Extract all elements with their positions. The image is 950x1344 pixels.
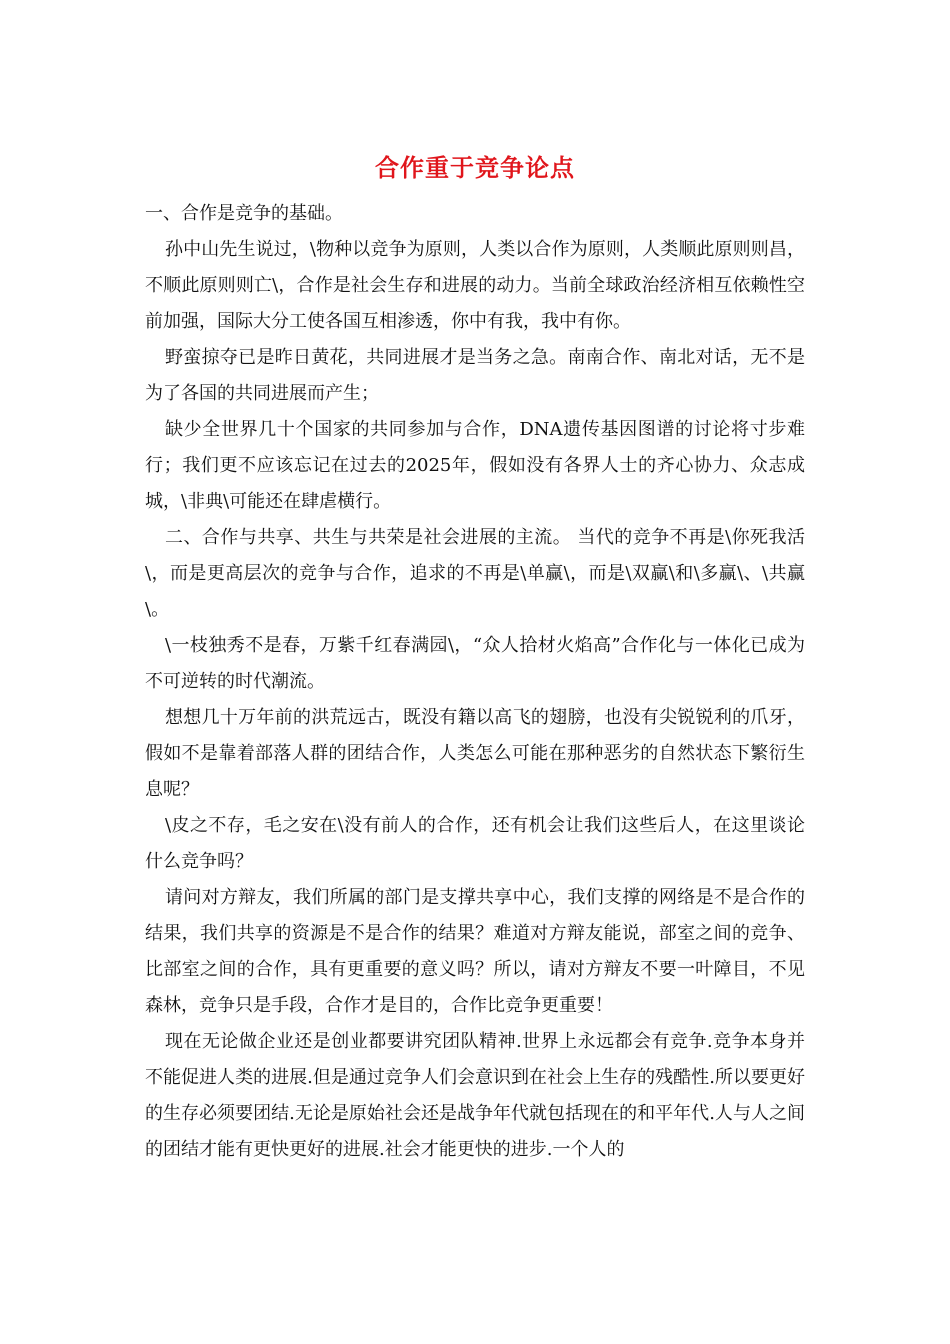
paragraph: 请问对方辩友，我们所属的部门是支撑共享中心，我们支撑的网络是不是合作的结果，我们共享的资源是不是合作的结果？难道对方辩友能说，部室之间的竞争、比部室之间的合作，具有更重要的意义吗？所以，请对方辩友不要一叶障目，不见森林，竞争只是手段，合作才是目的，合作比竞争更重要！ (145, 887, 805, 1016)
paragraph-section-1-heading: 一、合作是竞争的基础。 (145, 203, 343, 224)
paragraph: 想想几十万年前的洪荒远古，既没有籍以高飞的翅膀，也没有尖锐锐利的爪牙，假如不是靠着部落人群的团结合作，人类怎么可能在那种恶劣的自然状态下繁衍生息呢？ (145, 707, 805, 800)
paragraph-section-2: 二、合作与共享、共生与共荣是社会进展的主流。 当代的竞争不再是\你死我活\，而是更高层次的竞争与合作，追求的不再是\单赢\，而是\双赢\和\多赢\、\共赢\。 (145, 527, 805, 620)
document-title: 合作重于竞争论点 (375, 153, 575, 182)
paragraph: 孙中山先生说过，\物种以竞争为原则，人类以合作为原则，人类顺此原则则昌，不顺此原则则亡\，合作是社会生存和进展的动力。当前全球政治经济相互依赖性空前加强，国际大分工使各国互相渗透，你中有我，我中有你。 (145, 239, 805, 332)
paragraph: \皮之不存，毛之安在\没有前人的合作，还有机会让我们这些后人，在这里谈论什么竞争吗？ (145, 815, 805, 872)
paragraph: 现在无论做企业还是创业都要讲究团队精神.世界上永远都会有竞争.竞争本身并不能促进人类的进展.但是通过竞争人们会意识到在社会上生存的残酷性.所以要更好的生存必须要团结.无论是原始社会还是战争年代就包括现在的和平年代.人与人之间的团结才能有更快更好的进展.社会才能更快的进步.一个人的 (145, 1031, 805, 1160)
document-body (145, 196, 805, 1168)
paragraph: 野蛮掠夺已是昨日黄花，共同进展才是当务之急。南南合作、南北对话，无不是为了各国的共同进展而产生； (145, 347, 805, 404)
paragraph: 缺少全世界几十个国家的共同参加与合作，DNA遗传基因图谱的讨论将寸步难行；我们更不应该忘记在过去的2025年，假如没有各界人士的齐心协力、众志成城，\非典\可能还在肆虐横行。 (145, 419, 805, 512)
paragraph: \一枝独秀不是春，万紫千红春满园\，“众人拾材火焰高”合作化与一体化已成为不可逆转的时代潮流。 (145, 635, 805, 692)
